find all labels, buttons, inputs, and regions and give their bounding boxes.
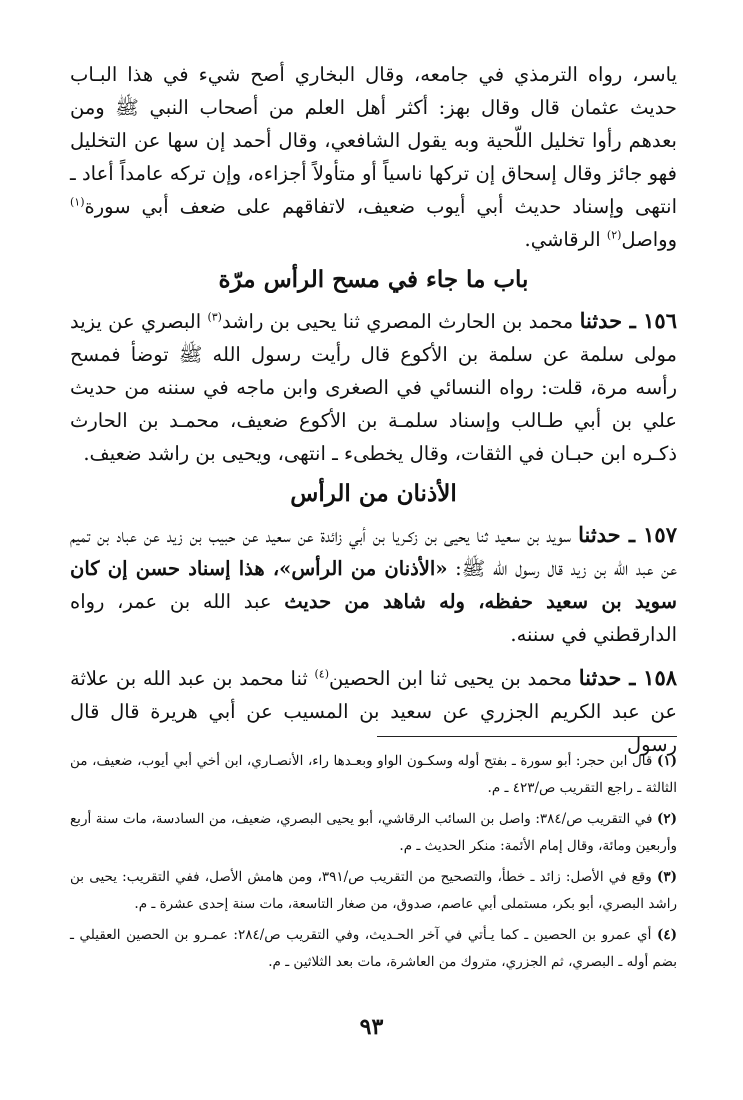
hadith-number: ١٥٨ ـ [629, 665, 678, 690]
footnote-4 [70, 922, 677, 976]
hadith-number: ١٥٦ ـ [629, 308, 677, 333]
footnote-divider [377, 736, 677, 737]
intro-mid-text: وواصل [621, 228, 677, 251]
footnote-ref-1[interactable]: (١) [70, 195, 85, 209]
footnote-text: في التقريب ص/٣٨٤: واصل بن السائب الرقاشي، أبو يحيى البصري، ضعيف، من السادسة، مات سنة أربع وأربعين ومائة، وقال إمام الأئمة: منكر الحديث ـ م. [70, 811, 677, 854]
intro-paragraph [70, 58, 677, 256]
footnote-number: (١) [656, 753, 677, 769]
hadith-text-b: البصري عن يزيد مولى سلمة عن سلمة بن الأكوع قال رأيت رسول الله ﷺ توضأ فمسح رأسه مرة، قلت: رواه النسائي في الصغرى وابن ماجه في سننه من حديث علي بن أبي طـالب وإسناد سلمـة بن الأكوع ضعيف، محمـد بن الحارث ذكـره ابن حبـان في الثقات، وقال يخطىء ـ انتهى، ويحيى بن راشد ضعيف. [70, 310, 677, 465]
footnote-text: أي عمرو بن الحصين ـ كما يـأتي في آخر الحـديث، وفي التقريب ص/٢٨٤: عمـرو بن الحصين العقيلي ـ بضم أوله ـ البصري، ثم الجزري، متروك من العاشرة، مات بعد الثلاثين ـ م. [70, 927, 677, 970]
hadith-keyword: حدثنا [578, 522, 629, 547]
footnote-ref-3[interactable]: (٣) [207, 310, 222, 324]
hadith-text-b: ثنا محمد بن عبد الله بن علاثة عن عبد الكريم الجزري عن سعيد بن المسيب عن أبي هريرة قال قال رسول [70, 667, 677, 756]
hadith-text-a: محمد بن الحارث المصري ثنا يحيى بن راشد [221, 310, 580, 333]
intro-end-text: الرقاشي. [524, 228, 607, 251]
chapter-heading-ears: الأذنان من الرأس [290, 480, 457, 507]
hadith-text-a: محمد بن يحيى ثنا ابن الحصين [329, 667, 579, 690]
hadith-number: ١٥٧ ـ [628, 522, 677, 547]
hadith-text-a: سويد بن سعيد ثنا يحيى بن زكـريا بن أبي زائدة عن سعيد عن حبيب بن زيد عن عباد بن تميم عن عبد الله بن زيد قال رسول الله ﷺ: [70, 524, 678, 580]
footnote-text: وقع في الأصل: زائد ـ خطأ، والتصحيح من التقريب ص/٣٩١، ومن هامش الأصل، ففي التقريب: يحيى بن راشد البصري، أبو بكر، مستملى أبي عاصم، صدوق، من صغار التاسعة، مات سنة إحدى عشرة ـ م. [70, 869, 677, 912]
intro-text: ياسر، رواه الترمذي في جامعه، وقال البخاري أصح شيء في هذا البـاب حديث عثمان قال وقال بهز: أكثر أهل العلم من أصحاب النبي ﷺ ومن بعدهم رأوا تخليل اللّحية وبه يقول الشافعي، وقال أحمد إن سها عن التخليل فهو جائز وقال إسحاق إن تركها ناسياً أو متأولاً أجزاءه، وإن تركه عامداً أعاد ـ انتهى وإسناد حديث أبي أيوب ضعيف، لاتفاقهم على ضعف أبي سورة [70, 63, 677, 218]
footnote-1 [70, 748, 677, 802]
hadith-keyword: حدثنا [578, 665, 630, 690]
footnote-text: قال ابن حجر: أبو سورة ـ بفتح أوله وسكـون الواو وبعـدها راء، الأنصـاري، ابن أخي أبي أيوب، ضعيف، من الثالثة ـ راجع التقريب ص/٤٢٣ ـ م. [70, 753, 677, 796]
hadith-bold-text: «الأذنان من الرأس»، هذا إسناد حسن إن كان سويد بن سعيد حفظه، وله شاهد من حديث [70, 557, 677, 613]
footnote-2 [70, 806, 677, 860]
hadith-156 [70, 304, 677, 470]
footnote-number: (٢) [656, 811, 677, 827]
hadith-157 [70, 518, 677, 651]
hadith-158 [70, 661, 677, 761]
chapter-heading-head-wiping: باب ما جاء في مسح الرأس مرّة [218, 266, 529, 293]
page-number: ٩٣ [359, 1014, 384, 1040]
footnote-number: (٤) [656, 927, 677, 943]
footnote-ref-4[interactable]: (٤) [314, 667, 329, 681]
hadith-text-b: عبد الله بن عمر، رواه الدارقطني في سننه. [70, 590, 677, 646]
hadith-keyword: حدثنا [579, 308, 630, 333]
footnotes-section [70, 748, 677, 980]
footnote-ref-2[interactable]: (٢) [606, 228, 622, 242]
footnote-number: (٣) [656, 869, 677, 885]
footnote-3 [70, 864, 677, 918]
